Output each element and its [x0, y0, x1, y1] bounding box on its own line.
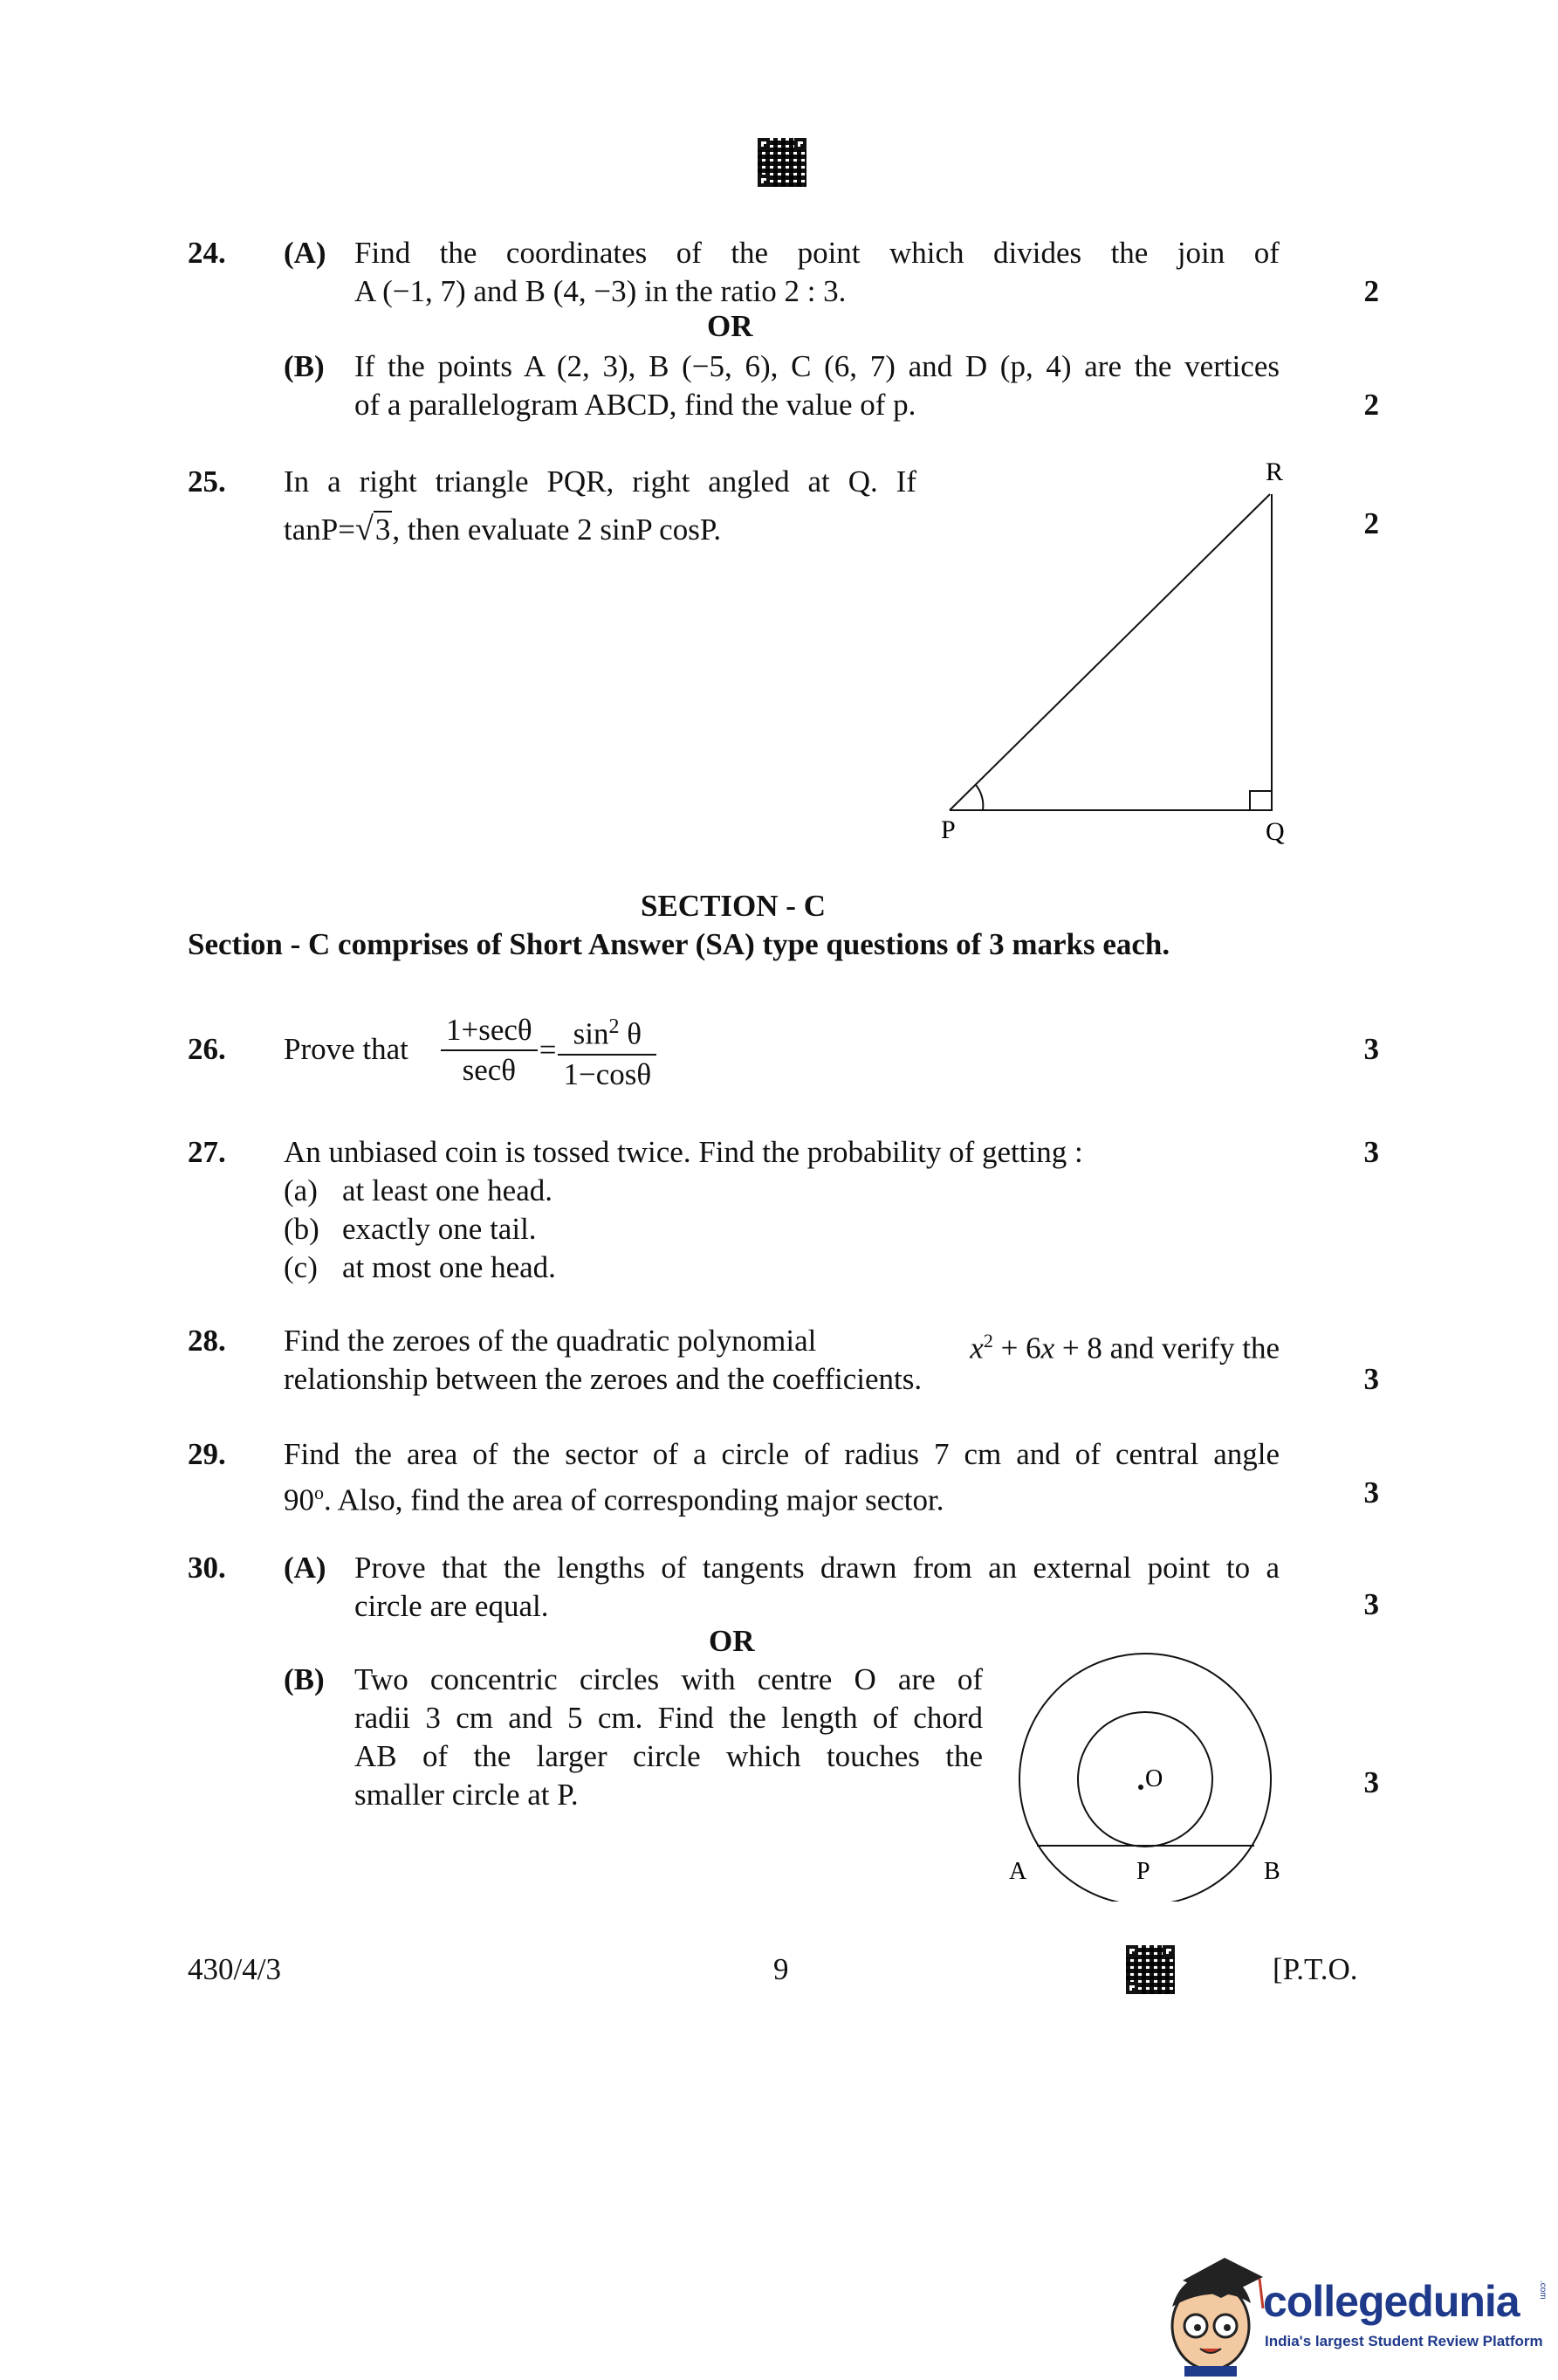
question-number: 25.: [188, 464, 226, 499]
question-text-line: In a right triangle PQR, right angled at Q. If: [284, 464, 916, 499]
question-text-line: Two concentric circles with centre O are of: [354, 1662, 983, 1696]
question-text-line: of a parallelogram ABCD, find the value of p.: [354, 388, 916, 422]
question-number: 24.: [188, 236, 226, 270]
question-text-line: If the points A (2, 3), B (−5, 6), C (6, 7) and D (p, 4) are the vertices: [354, 349, 1280, 383]
question-text-line: smaller circle at P.: [354, 1778, 579, 1812]
question-text-line: tanP=√3, then evaluate 2 sinP cosP.: [284, 511, 722, 547]
paper-code: 430/4/3: [188, 1952, 281, 1986]
sub-part-text: at least one head.: [342, 1173, 553, 1207]
option-label: (A): [284, 236, 326, 270]
sub-part-text: exactly one tail.: [342, 1212, 537, 1246]
question-number: 26.: [188, 1032, 226, 1066]
brand-tagline: India's largest Student Review Platform: [1265, 2333, 1543, 2349]
concentric-circles-figure: [1004, 1648, 1301, 1902]
marks: 3: [1363, 1587, 1379, 1621]
marks: 3: [1363, 1765, 1379, 1799]
collegedunia-logo: [1156, 2246, 1549, 2377]
brand-domain: .com: [1538, 2280, 1548, 2300]
question-text-line: Prove that the lengths of tangents drawn from an external point to a: [354, 1551, 1280, 1585]
point-label-b: B: [1264, 1858, 1280, 1885]
question-text-line: relationship between the zeroes and the coefficients.: [284, 1362, 923, 1396]
equation: $\frac{1+\sec\theta}{\sec\theta}$ = $\frac{\sin^2 \theta}{1-\cos\theta}$: [441, 1008, 656, 1094]
question-number: 27.: [188, 1135, 226, 1169]
sub-part-label: (c): [284, 1250, 318, 1284]
marks: 2: [1363, 506, 1379, 540]
question-text-line: Find the area of the sector of a circle of radius 7 cm and of central angle: [284, 1437, 1280, 1471]
marks: 3: [1363, 1475, 1379, 1510]
question-text: An unbiased coin is tossed twice. Find the probability of getting :: [284, 1135, 1083, 1169]
question-number: 30.: [188, 1551, 226, 1585]
section-title: SECTION - C: [641, 889, 826, 923]
vertex-label-p: P: [941, 815, 956, 844]
option-label: (A): [284, 1551, 326, 1585]
marks: 3: [1363, 1135, 1379, 1169]
page-number: 9: [773, 1952, 789, 1986]
right-triangle-figure: [925, 452, 1292, 854]
top-qr-code: [758, 138, 806, 187]
centre-label-o: O: [1145, 1765, 1163, 1792]
sub-part-label: (b): [284, 1212, 319, 1246]
sub-part-text: at most one head.: [342, 1250, 556, 1284]
brand-name: collegedunia: [1263, 2277, 1520, 2326]
question-number: 28.: [188, 1324, 226, 1358]
marks: 2: [1363, 274, 1379, 308]
or-separator: OR: [709, 1624, 755, 1658]
marks: 3: [1363, 1362, 1379, 1396]
mascot-icon: [1156, 2246, 1268, 2377]
question-text-line: A (−1, 7) and B (4, −3) in the ratio 2 : 3.: [354, 274, 847, 308]
footer-qr-code: [1126, 1945, 1175, 1994]
option-label: (B): [284, 349, 325, 383]
section-subtitle: Section - C comprises of Short Answer (SA) type questions of 3 marks each.: [188, 927, 1170, 961]
please-turn-over: [P.T.O.: [1273, 1952, 1358, 1986]
point-label-p: P: [1136, 1858, 1150, 1885]
option-label: (B): [284, 1662, 325, 1696]
vertex-label-q: Q: [1266, 817, 1285, 846]
sub-part-label: (a): [284, 1173, 318, 1207]
marks: 2: [1363, 388, 1379, 422]
question-text-line: radii 3 cm and 5 cm. Find the length of chord: [354, 1701, 983, 1735]
question-text-line: 90$^o$. Also, find the area of corresponding major sector.: [284, 1482, 944, 1517]
question-text-line: AB of the larger circle which touches the: [354, 1739, 983, 1773]
question-number: 29.: [188, 1437, 226, 1471]
question-text-line: Find the zeroes of the quadratic polynomial $x^2 + 6x + 8$ and verify the: [284, 1324, 1280, 1365]
question-text-line: Find the coordinates of the point which divides the join of: [354, 236, 1280, 270]
vertex-label-r: R: [1266, 457, 1284, 486]
question-text: Prove that: [284, 1032, 408, 1066]
point-label-a: A: [1009, 1858, 1027, 1885]
marks: 3: [1363, 1032, 1379, 1066]
or-separator: OR: [707, 309, 753, 343]
question-text-line: circle are equal.: [354, 1589, 549, 1623]
